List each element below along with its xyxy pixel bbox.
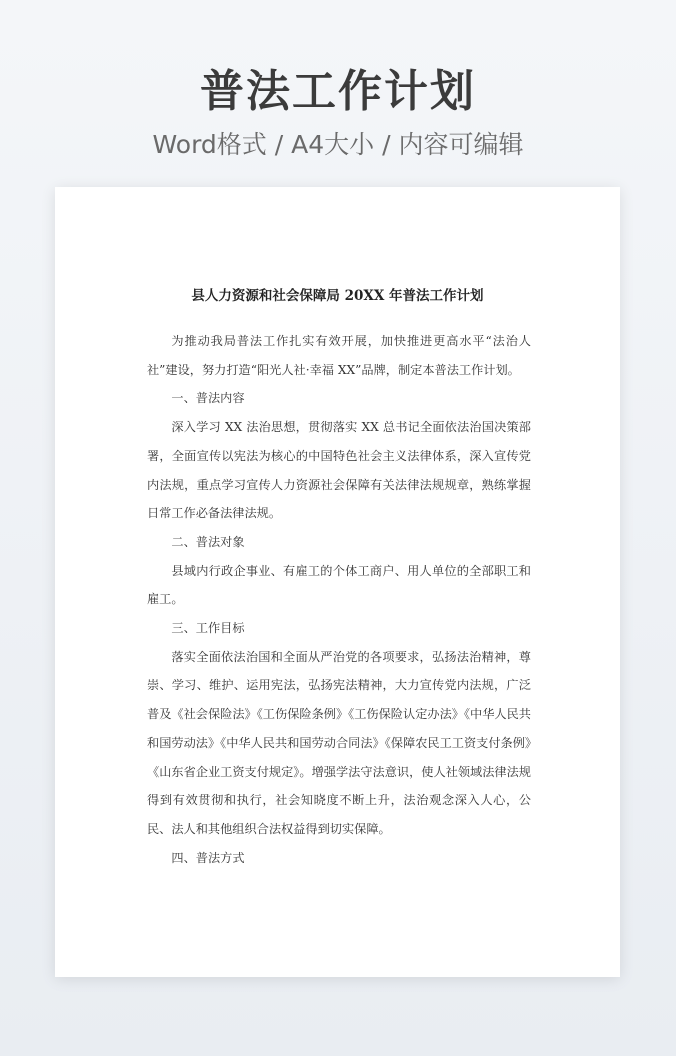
document-body bbox=[147, 327, 531, 872]
banner-subtitle: Word格式 / A4大小 / 内容可编辑 bbox=[152, 130, 524, 159]
section-heading-methods: 四、普法方式 bbox=[171, 850, 245, 865]
section-heading-audience: 二、普法对象 bbox=[171, 534, 245, 549]
section-heading-goals: 三、工作目标 bbox=[171, 621, 245, 636]
section-heading-content: 一、普法内容 bbox=[171, 391, 245, 406]
banner bbox=[0, 62, 676, 162]
document-page bbox=[55, 187, 620, 977]
content-paragraph: 深入学习 XX 法治思想，贯彻落实 XX 总书记全面依法治国决策部署，全面宣传以宪法为核心的中国特色社会主义法律体系，深入宣传党内法规，重点学习宣传人力资源社会保障有关法律法规规章，熟练掌握日常工作必备法律法规。 bbox=[147, 420, 531, 521]
banner-title: 普法工作计划 bbox=[200, 66, 476, 117]
document-title: 县人力资源和社会保障局 20XX 年普法工作计划 bbox=[191, 288, 484, 304]
intro-paragraph: 为推动我局普法工作扎实有效开展，加快推进更高水平“法治人社”建设，努力打造“阳光人社·幸福 XX”品牌，制定本普法工作计划。 bbox=[147, 334, 531, 377]
audience-paragraph: 县域内行政企事业、有雇工的个体工商户、用人单位的全部职工和雇工。 bbox=[147, 563, 531, 607]
goals-paragraph: 落实全面依法治国和全面从严治党的各项要求，弘扬法治精神，尊崇、学习、维护、运用宪法，弘扬宪法精神，大力宣传党内法规，广泛普及《社会保险法》《工伤保险条例》《工伤保险认定办法》《中华人民共和国劳动法》《中华人民共和国劳动合同法》《保障农民工工资支付条例》《山东省企业工资支付规定》。增强学法守法意识，使人社领域法律法规得到有效贯彻和执行，社会知晓度不断上升，法治观念深入人心，公民、法人和其他组织合法权益得到切实保障。 bbox=[147, 649, 531, 836]
